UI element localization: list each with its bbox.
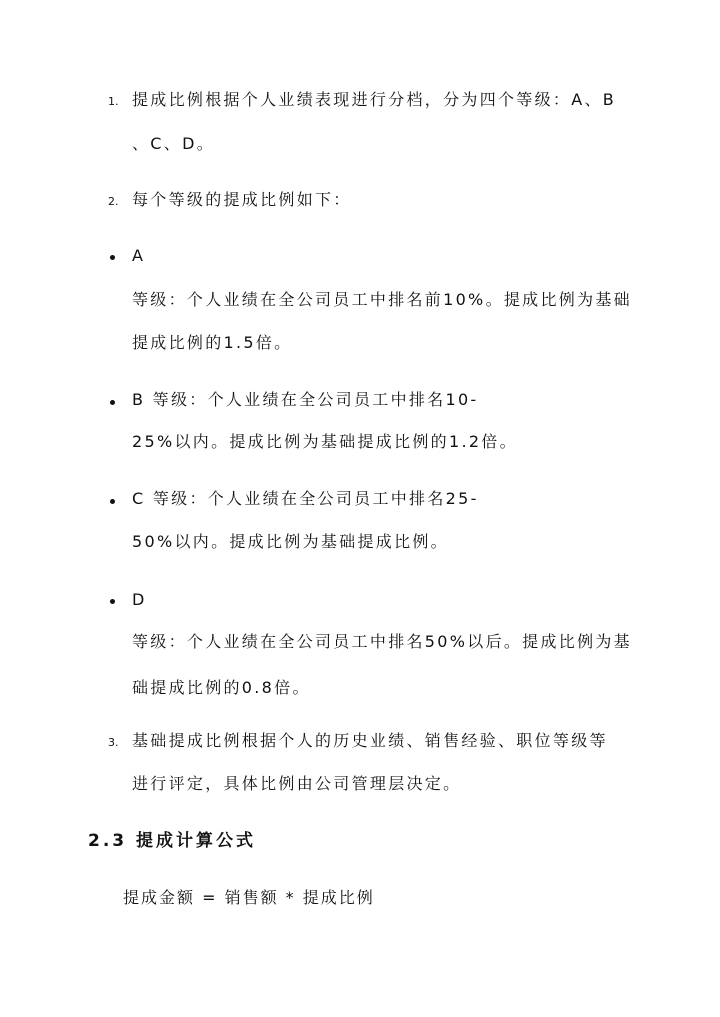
grade-d-line-2: 等级：个人业绩在全公司员工中排名50%以后。提成比例为基 — [132, 632, 632, 651]
item-3-line-1: 基础提成比例根据个人的历史业绩、销售经验、职位等级等 — [132, 731, 608, 750]
grade-d-line-3: 础提成比例的0.8倍。 — [132, 678, 311, 697]
item-1-line-2: 、C、D。 — [132, 134, 215, 153]
grade-a-line-3: 提成比例的1.5倍。 — [132, 333, 293, 352]
bullet-grade-a — [110, 255, 115, 260]
list-marker-1: 1. — [108, 95, 119, 108]
bullet-grade-b — [110, 400, 115, 405]
grade-b-line-1: B 等级：个人业绩在全公司员工中排名10- — [132, 390, 479, 409]
item-1-line-1: 提成比例根据个人业绩表现进行分档，分为四个等级：A、B — [132, 90, 617, 109]
grade-a-line-2: 等级：个人业绩在全公司员工中排名前10%。提成比例为基础 — [132, 290, 632, 309]
bullet-grade-c — [110, 499, 115, 504]
list-marker-3: 3. — [108, 736, 119, 749]
grade-c-line-2: 50%以内。提成比例为基础提成比例。 — [132, 532, 449, 551]
commission-formula: 提成金额 = 销售额 * 提成比例 — [123, 888, 375, 907]
section-heading: 2.3 提成计算公式 — [88, 831, 257, 851]
bullet-grade-d — [110, 599, 115, 604]
item-2-line-1: 每个等级的提成比例如下： — [132, 190, 352, 209]
list-marker-2: 2. — [108, 195, 119, 208]
item-3-line-2: 进行评定，具体比例由公司管理层决定。 — [132, 774, 462, 793]
grade-c-line-1: C 等级：个人业绩在全公司员工中排名25- — [132, 489, 479, 508]
grade-d-line-1: D — [132, 590, 147, 609]
grade-a-line-1: A — [132, 246, 146, 265]
grade-b-line-2: 25%以内。提成比例为基础提成比例的1.2倍。 — [132, 432, 518, 451]
